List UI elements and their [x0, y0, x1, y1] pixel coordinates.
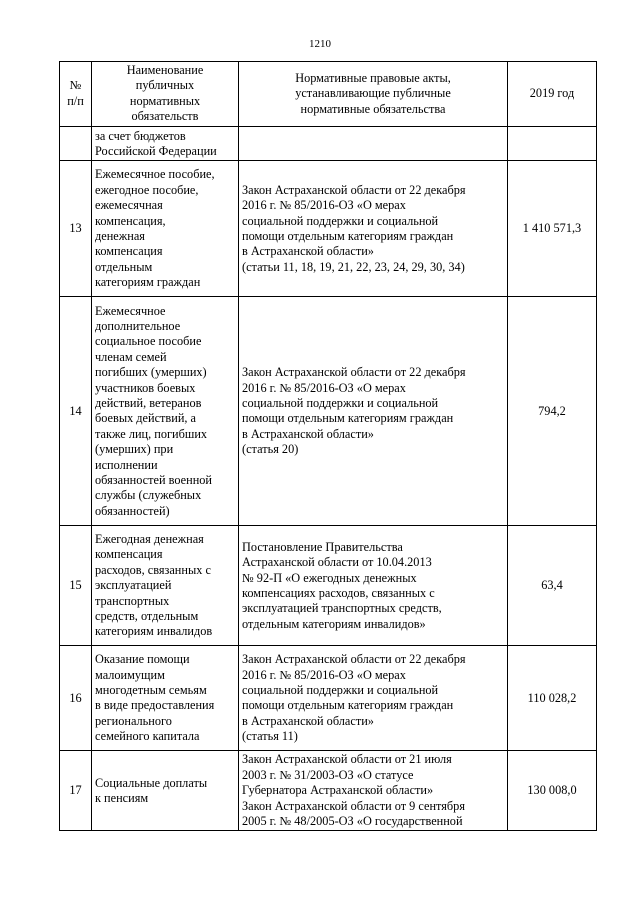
obligation-name-line: членам семей — [95, 349, 167, 364]
obligation-name-line: в виде предоставления — [95, 698, 215, 713]
obligation-name-line: компенсация, — [95, 213, 166, 228]
obligation-name-line: ежегодное пособие, — [95, 182, 199, 197]
year-value — [508, 126, 597, 161]
legal-act-line: социальной поддержки и социальной — [242, 683, 439, 698]
obligation-name-line: действий, ветеранов — [95, 396, 202, 411]
legal-acts — [239, 161, 508, 297]
obligation-name-line: средств, отдельным — [95, 609, 199, 624]
legal-act-line: 2016 г. № 85/2016-ОЗ «О мерах — [242, 380, 406, 395]
obligation-name-line: отдельным — [95, 259, 153, 274]
obligation-name-line: эксплуатацией — [95, 578, 172, 593]
legal-act-line: 2005 г. № 48/2005-ОЗ «О государственной — [242, 814, 463, 829]
obligation-name-line: участников боевых — [95, 380, 196, 395]
obligation-name — [92, 526, 239, 646]
legal-act-line: (статья 20) — [242, 442, 299, 457]
row-number: 14 — [60, 297, 92, 526]
legal-acts — [239, 646, 508, 751]
header-acts: Нормативные правовые акты, устанавливающие публичные нормативные обязательства — [239, 62, 508, 127]
table-header-row — [60, 62, 597, 127]
obligation-name-line: исполнении — [95, 457, 158, 472]
legal-act-line: Астраханской области от 10.04.2013 — [242, 555, 432, 570]
obligation-name-line: дополнительное — [95, 319, 181, 333]
table-row — [60, 297, 597, 526]
table-row — [60, 126, 597, 161]
legal-act-line: 2016 г. № 85/2016-ОЗ «О мерах — [242, 667, 406, 682]
obligation-name-line: регионального — [95, 713, 172, 728]
obligation-name-line: многодетным семьям — [95, 683, 207, 698]
legal-act-line: помощи отдельным категориям граждан — [242, 228, 454, 243]
obligation-name-line: расходов, связанных с — [95, 562, 211, 577]
obligation-name-line: Оказание помощи — [95, 652, 190, 667]
obligation-name-line: малоимущим — [95, 667, 165, 682]
page-number: 1210 — [309, 38, 331, 50]
obligation-name-line: за счет бюджетов — [95, 128, 186, 143]
header-year: 2019 год — [508, 62, 597, 127]
obligation-name-line: семейного капитала — [95, 729, 200, 744]
legal-act-line: в Астраханской области» — [242, 713, 374, 728]
legal-act-line: 2003 г. № 31/2003-ОЗ «О статусе — [242, 767, 414, 782]
year-value: 63,4 — [508, 526, 597, 646]
year-value: 1 410 571,3 — [508, 161, 597, 297]
legal-act-line: отдельным категориям инвалидов» — [242, 616, 426, 631]
table-row — [60, 751, 597, 831]
obligation-name-line: Ежегодная денежная — [95, 532, 204, 547]
row-number: 15 — [60, 526, 92, 646]
legal-acts — [239, 297, 508, 526]
legal-act-line: Закон Астраханской области от 21 июля — [242, 752, 452, 767]
obligation-name-line: Ежемесячное пособие, — [95, 167, 215, 182]
obligation-name-line: денежная — [95, 228, 145, 243]
legal-act-line: в Астраханской области» — [242, 426, 374, 441]
obligation-name-line: транспортных — [95, 593, 170, 608]
obligation-name-line: (умерших) при — [95, 442, 174, 457]
obligation-name — [92, 751, 239, 831]
obligation-name-line: компенсация — [95, 244, 163, 259]
legal-act-line: (статья 11) — [242, 729, 298, 744]
obligation-name-line: обязанностей) — [95, 503, 170, 518]
table-row — [60, 646, 597, 751]
row-number: 17 — [60, 751, 92, 831]
legal-act-line: Закон Астраханской области от 9 сентября — [242, 798, 465, 813]
row-number: 16 — [60, 646, 92, 751]
obligation-name-line: ежемесячная — [95, 198, 163, 213]
obligation-name-line: обязанностей военной — [95, 473, 213, 488]
legal-act-line: Закон Астраханской области от 22 декабря — [242, 365, 466, 380]
obligation-name — [92, 161, 239, 297]
obligations-table — [59, 61, 597, 831]
obligation-name-line: категориям граждан — [95, 275, 201, 290]
obligation-name-line: социальное пособие — [95, 334, 202, 349]
row-number: 13 — [60, 161, 92, 297]
row-number — [60, 126, 92, 161]
obligation-name-line: службы (служебных — [95, 488, 202, 503]
legal-acts — [239, 126, 508, 161]
obligation-name-line: категориям инвалидов — [95, 624, 213, 639]
table-row — [60, 161, 597, 297]
legal-act-line: компенсациях расходов, связанных с — [242, 585, 435, 600]
legal-acts — [239, 526, 508, 646]
obligation-name — [92, 297, 239, 526]
legal-act-line: Губернатора Астраханской области» — [242, 783, 434, 798]
obligation-name-line: к пенсиям — [95, 790, 149, 805]
obligation-name-line: также лиц, погибших — [95, 426, 208, 441]
legal-act-line: в Астраханской области» — [242, 244, 374, 259]
obligation-name-line: Социальные доплаты — [95, 775, 208, 790]
header-num: № п/п — [60, 62, 92, 127]
legal-act-line: Постановление Правительства — [242, 539, 403, 554]
legal-act-line: социальной поддержки и социальной — [242, 396, 439, 411]
obligation-name — [92, 126, 239, 161]
obligation-name-line: компенсация — [95, 547, 163, 562]
obligation-name-line: Ежемесячное — [95, 303, 166, 318]
obligation-name-line: погибших (умерших) — [95, 365, 207, 380]
legal-acts — [239, 751, 508, 831]
year-value: 130 008,0 — [508, 751, 597, 831]
legal-act-line: Закон Астраханской области от 22 декабря — [242, 182, 466, 197]
legal-act-line: № 92-П «О ежегодных денежных — [242, 570, 417, 585]
legal-act-line: помощи отдельным категориям граждан — [242, 411, 454, 426]
table-row — [60, 526, 597, 646]
header-name: Наименование публичных нормативных обязательств — [92, 62, 239, 127]
legal-act-line: социальной поддержки и социальной — [242, 213, 439, 228]
legal-act-line: (статьи 11, 18, 19, 21, 22, 23, 24, 29, 30, 34) — [242, 259, 465, 274]
legal-act-line: помощи отдельным категориям граждан — [242, 698, 454, 713]
obligation-name-line: Российской Федерации — [95, 144, 217, 159]
year-value: 794,2 — [508, 297, 597, 526]
legal-act-line: 2016 г. № 85/2016-ОЗ «О мерах — [242, 198, 406, 213]
legal-act-line: эксплуатацией транспортных средств, — [242, 601, 442, 616]
obligation-name — [92, 646, 239, 751]
obligation-name-line: боевых действий, а — [95, 411, 197, 426]
legal-act-line: Закон Астраханской области от 22 декабря — [242, 652, 466, 667]
year-value: 110 028,2 — [508, 646, 597, 751]
